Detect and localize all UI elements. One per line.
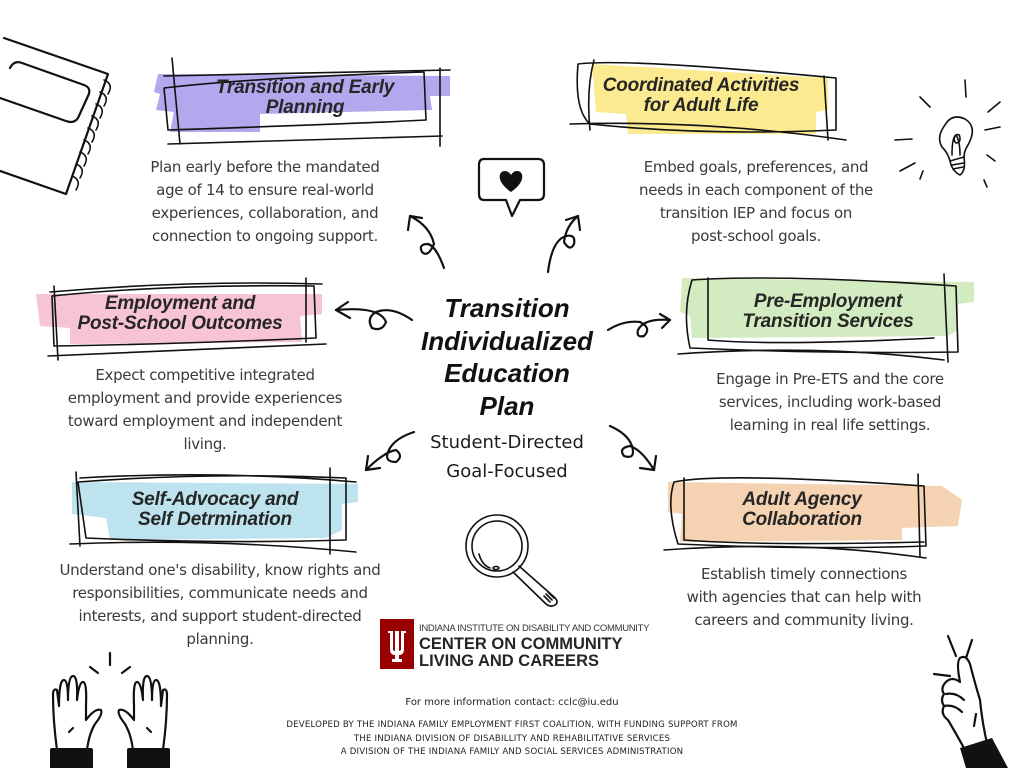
iu-logo-mark bbox=[380, 619, 414, 669]
badge-adult-agency bbox=[662, 466, 962, 556]
badge-pre-employment-services bbox=[678, 272, 978, 362]
credits: DEVELOPED BY THE INDIANA FAMILY EMPLOYMENT FIRST COALITION, WITH FUNDING SUPPORT FROM THE INDIANA DIVISION OF DISABILLITY AND REHABILITATIVE SERVICES A DIVISION OF THE INDIANA FAMILY AND SOCIAL SERVICES ADMINISTRATION bbox=[286, 720, 738, 757]
logo-institute-name: INDIANA INSTITUTE ON DISABILITY AND COMMUNITY bbox=[419, 623, 650, 634]
badge-self-advocacy bbox=[70, 468, 360, 554]
section-description: Engage in Pre-ETS and the core services, including work-based learning in real life settings. bbox=[716, 370, 944, 434]
center-title: Transition Individualized Education Plan bbox=[421, 293, 593, 421]
section-description: Expect competitive integrated employment and provide experiences toward employment and independent living. bbox=[67, 366, 343, 453]
section-description: Establish timely connections with agencies that can help with careers and community living. bbox=[686, 565, 922, 629]
section-title: Coordinated Activities for Adult Life bbox=[602, 75, 800, 116]
section-title: Employment and Post-School Outcomes bbox=[77, 293, 283, 334]
section-title: Adult Agency Collaboration bbox=[742, 489, 862, 530]
badge-transition-early-planning bbox=[150, 48, 460, 140]
logo-center-name: CENTER ON COMMUNITY LIVING AND CAREERS bbox=[419, 635, 623, 670]
section-title: Pre-Employment Transition Services bbox=[742, 291, 914, 332]
section-description: Embed goals, preferences, and needs in each component of the transition IEP and focus on post-school goals. bbox=[639, 158, 873, 245]
badge-employment-outcomes bbox=[30, 266, 330, 362]
section-description: Plan early before the mandated age of 14 to ensure real-world experiences, collaboration, and connection to ongoing support. bbox=[150, 158, 380, 245]
badge-coordinated-activities bbox=[566, 50, 846, 140]
contact-info: For more information contact: cclc@iu.edu bbox=[405, 697, 619, 708]
section-title: Self-Advocacy and Self Detrmination bbox=[131, 489, 299, 530]
section-description: Understand one's disability, know rights and responsibilities, communicate needs and interests, and support student-directed planning. bbox=[59, 561, 381, 648]
section-title: Transition and Early Planning bbox=[215, 77, 395, 118]
center-subtitle: Student-Directed Goal-Focused bbox=[430, 432, 584, 482]
trident-icon bbox=[380, 619, 414, 669]
